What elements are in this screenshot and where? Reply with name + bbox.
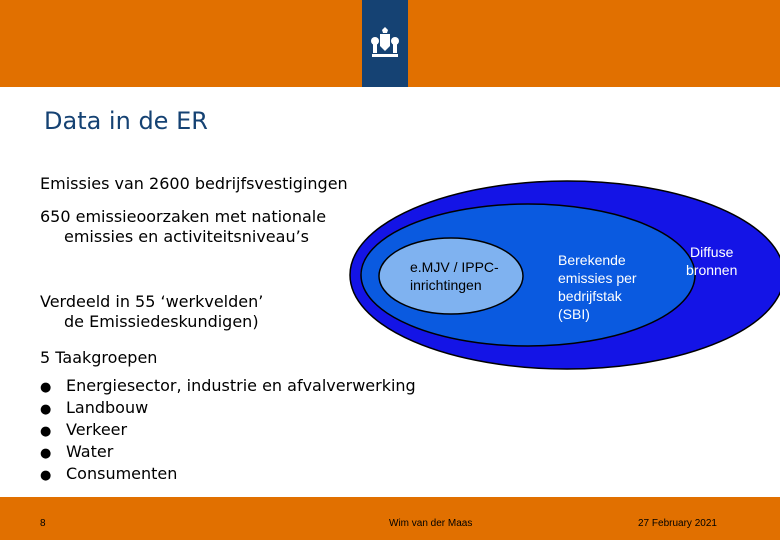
inner-label-line: e.MJV / IPPC- [410, 259, 499, 275]
taakgroepen-list [40, 376, 416, 486]
list-item: ● Landbouw [40, 398, 416, 420]
bullet-icon: ● [40, 446, 52, 461]
paragraph-werkvelden-cont: de Emissiedeskundigen) [64, 312, 259, 331]
bullet-icon: ● [40, 424, 52, 439]
paragraph-emissieoorzaken: 650 emissieoorzaken met nationale [40, 207, 327, 226]
bullet-icon: ● [40, 380, 52, 395]
middle-label-line: (SBI) [558, 306, 590, 322]
inner-ellipse-label [410, 258, 499, 294]
middle-label-line: bedrijfstak [558, 288, 622, 304]
outer-ellipse-label [686, 243, 737, 279]
paragraph-werkvelden: Verdeeld in 55 ‘werkvelden’ [40, 292, 264, 311]
list-item: ● Consumenten [40, 464, 416, 486]
list-item: ● Energiesector, industrie en afvalverwerking [40, 376, 416, 398]
list-item: ● Water [40, 442, 416, 464]
list-item: ● Verkeer [40, 420, 416, 442]
slide-title: Data in de ER [44, 107, 208, 135]
footer-author: Wim van der Maas [389, 518, 473, 529]
paragraph-taakgroepen: 5 Taakgroepen [40, 348, 158, 367]
bullet-icon: ● [40, 468, 52, 483]
middle-label-line: Berekende [558, 252, 626, 268]
page-number: 8 [40, 518, 46, 529]
inner-label-line: inrichtingen [410, 277, 482, 293]
paragraph-emissieoorzaken-cont: emissies en activiteitsniveau’s [64, 227, 309, 246]
middle-ellipse-label [558, 251, 637, 323]
bullet-icon: ● [40, 402, 52, 417]
middle-label-line: emissies per [558, 270, 637, 286]
paragraph-vestigingen: Emissies van 2600 bedrijfsvestigingen [40, 174, 348, 193]
footer-date: 27 February 2021 [638, 518, 717, 529]
outer-label-line: bronnen [686, 262, 738, 278]
outer-label-line: Diffuse [690, 244, 734, 260]
